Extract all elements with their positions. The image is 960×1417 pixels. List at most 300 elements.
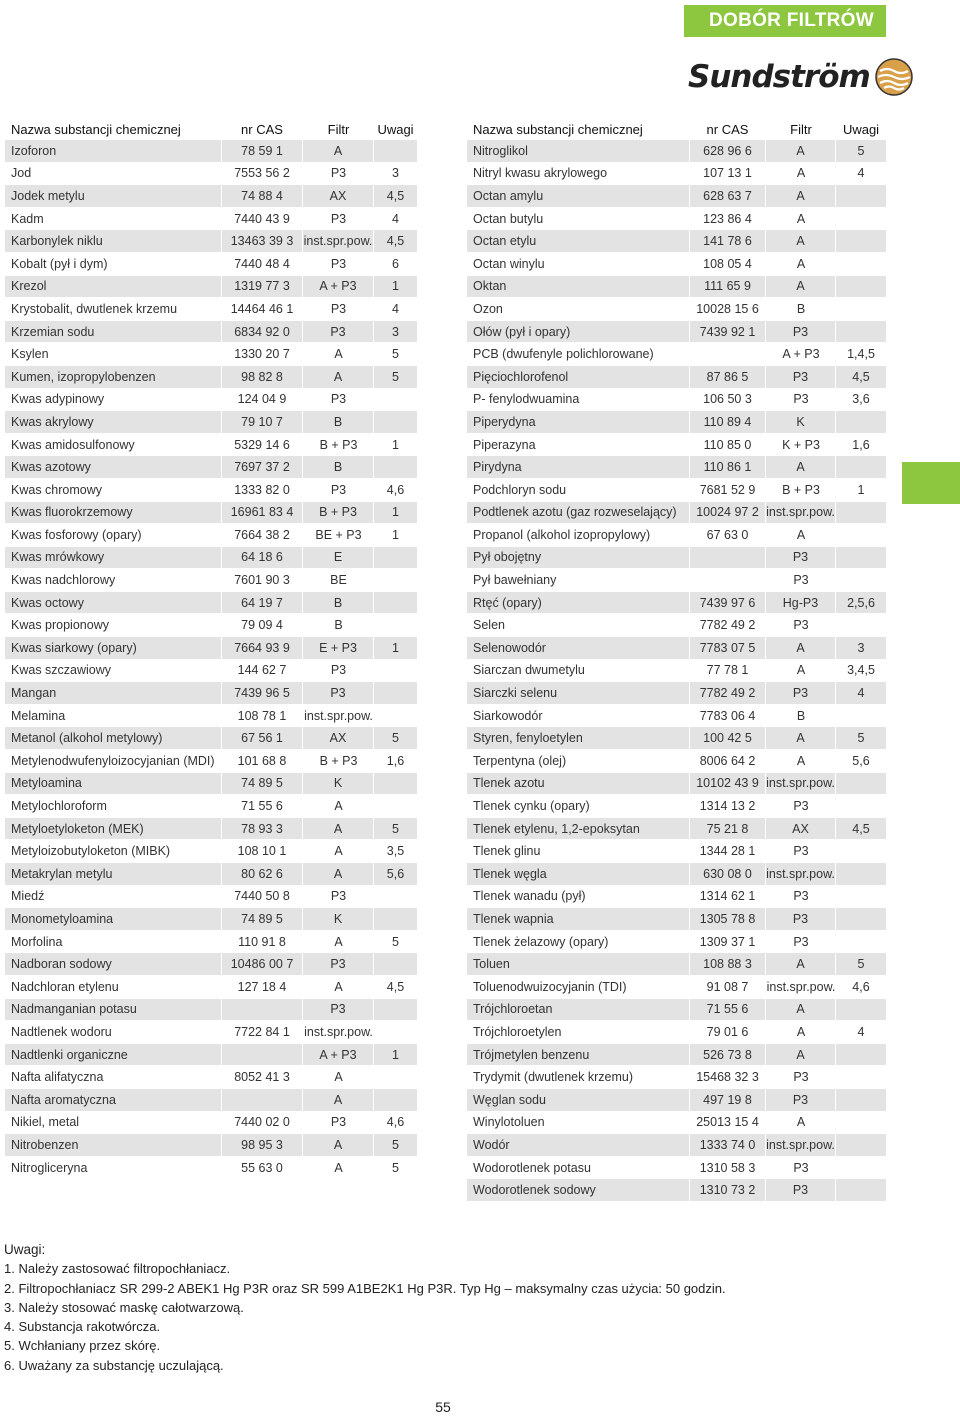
note-item: 4. Substancja rakotwórcza. <box>4 1319 161 1335</box>
substance-name: Oktan <box>467 276 689 299</box>
filter-type: P3 <box>303 208 374 231</box>
notes-ref <box>836 886 886 909</box>
notes-ref: 4,5 <box>374 185 417 208</box>
substance-name: Kwas chromowy <box>5 479 221 502</box>
notes-ref: 5 <box>374 1157 417 1180</box>
filter-type: inst.spr.pow. <box>303 705 374 728</box>
table-row <box>467 389 886 412</box>
notes-ref <box>836 931 886 954</box>
substance-name: Nikiel, metal <box>5 1112 221 1135</box>
substance-name: Metylochloroform <box>5 795 221 818</box>
filter-type: AX <box>766 818 836 841</box>
notes-ref <box>836 908 886 931</box>
filter-type: K <box>303 908 374 931</box>
cas-number: 5329 14 6 <box>221 434 303 457</box>
filter-type: P3 <box>303 953 374 976</box>
substance-name: Toluenodwuizocyjanin (TDI) <box>467 976 689 999</box>
cas-number: 1309 37 1 <box>689 931 766 954</box>
notes-ref: 4 <box>836 163 886 186</box>
filter-type: A <box>303 1157 374 1180</box>
table-row <box>467 1066 886 1089</box>
filter-type: P3 <box>766 366 836 389</box>
cas-number: 1333 82 0 <box>221 479 303 502</box>
table-row <box>467 750 886 773</box>
substance-name: Propanol (alkohol izopropylowy) <box>467 524 689 547</box>
filter-type: P3 <box>766 389 836 412</box>
cas-number: 64 19 7 <box>221 592 303 615</box>
filter-type: A <box>766 276 836 299</box>
cas-number: 67 56 1 <box>221 727 303 750</box>
substance-name: Kwas mrówkowy <box>5 547 221 570</box>
table-row <box>5 682 417 705</box>
table-row <box>467 886 886 909</box>
notes-ref <box>836 208 886 231</box>
column-header-cas: nr CAS <box>706 121 749 137</box>
cas-number: 110 89 4 <box>689 411 766 434</box>
filter-type: P3 <box>303 253 374 276</box>
notes-ref: 5,6 <box>836 750 886 773</box>
table-row <box>5 773 417 796</box>
table-row <box>467 863 886 886</box>
table-row <box>467 524 886 547</box>
cas-number: 1319 77 3 <box>221 276 303 299</box>
cas-number: 71 55 6 <box>221 795 303 818</box>
cas-number: 1330 20 7 <box>221 343 303 366</box>
substance-name: Pięciochlorofenol <box>467 366 689 389</box>
cas-number: 78 59 1 <box>221 140 303 163</box>
note-item: 5. Wchłaniany przez skórę. <box>4 1338 161 1354</box>
notes-ref <box>374 1021 417 1044</box>
substance-name: Styren, fenyloetylen <box>467 727 689 750</box>
cas-number <box>221 999 303 1022</box>
table-row <box>5 1066 417 1089</box>
cas-number: 106 50 3 <box>689 389 766 412</box>
column-header-cas: nr CAS <box>241 121 283 137</box>
notes-ref <box>836 524 886 547</box>
column-header-name: Nazwa substancji chemicznej <box>11 121 181 137</box>
notes-ref: 1 <box>374 1044 417 1067</box>
cas-number: 1314 62 1 <box>689 886 766 909</box>
table-row <box>467 456 886 479</box>
substance-name: Tlenek wanadu (pył) <box>467 886 689 909</box>
filter-type: P3 <box>766 908 836 931</box>
notes-ref <box>374 456 417 479</box>
filter-type: A <box>766 163 836 186</box>
substance-name: Kumen, izopropylobenzen <box>5 366 221 389</box>
substance-name: Miedź <box>5 886 221 909</box>
cas-number: 79 10 7 <box>221 411 303 434</box>
notes-ref: 1 <box>374 434 417 457</box>
notes-ref <box>836 705 886 728</box>
substance-name: Pirydyna <box>467 456 689 479</box>
table-row <box>467 682 886 705</box>
cas-number: 127 18 4 <box>221 976 303 999</box>
notes-ref: 3 <box>836 637 886 660</box>
filter-type: A <box>303 1066 374 1089</box>
substance-name: Nafta aromatyczna <box>5 1089 221 1112</box>
cas-number: 107 13 1 <box>689 163 766 186</box>
substance-name: Wodorotlenek sodowy <box>467 1179 689 1202</box>
filter-type: E <box>303 547 374 570</box>
filter-type: B <box>766 705 836 728</box>
substance-name: Trójmetylen benzenu <box>467 1044 689 1067</box>
filter-type: A <box>766 456 836 479</box>
substance-name: Siarczki selenu <box>467 682 689 705</box>
notes-ref: 4 <box>836 682 886 705</box>
substance-name: Kwas adypinowy <box>5 389 221 412</box>
cas-number: 7440 48 4 <box>221 253 303 276</box>
cas-number: 7697 37 2 <box>221 456 303 479</box>
substance-name: Winylotoluen <box>467 1112 689 1135</box>
table-row <box>5 840 417 863</box>
notes-ref <box>374 886 417 909</box>
substance-name: Trydymit (dwutlenek krzemu) <box>467 1066 689 1089</box>
filter-type: A <box>766 750 836 773</box>
filter-type: P3 <box>766 1179 836 1202</box>
filter-type: B <box>303 411 374 434</box>
notes-ref <box>836 863 886 886</box>
cas-number: 497 19 8 <box>689 1089 766 1112</box>
substance-name: Tlenek azotu <box>467 773 689 796</box>
filter-type: A <box>303 366 374 389</box>
filter-type: inst.spr.pow. <box>303 230 374 253</box>
cas-number: 7722 84 1 <box>221 1021 303 1044</box>
table-row <box>467 953 886 976</box>
cas-number: 16961 83 4 <box>221 502 303 525</box>
substance-name: Piperazyna <box>467 434 689 457</box>
table-row <box>5 276 417 299</box>
filter-type: P3 <box>303 163 374 186</box>
table-row <box>5 908 417 931</box>
substance-name: Ozon <box>467 298 689 321</box>
notes-ref: 1 <box>374 502 417 525</box>
notes-ref <box>374 1089 417 1112</box>
notes-section <box>4 1240 726 1375</box>
table-row <box>467 614 886 637</box>
cas-number: 10024 97 2 <box>689 502 766 525</box>
column-header-filter: Filtr <box>327 121 350 137</box>
substance-name: Nadtlenek wodoru <box>5 1021 221 1044</box>
filter-type: A <box>766 253 836 276</box>
substance-name: Kwas propionowy <box>5 614 221 637</box>
notes-ref <box>374 614 417 637</box>
notes-ref <box>836 1044 886 1067</box>
filter-type: P3 <box>303 298 374 321</box>
filter-type: A <box>303 795 374 818</box>
table-row <box>467 343 886 366</box>
cas-number: 1310 73 2 <box>689 1179 766 1202</box>
notes-ref: 4,6 <box>374 1112 417 1135</box>
substance-name: Kobalt (pył i dym) <box>5 253 221 276</box>
column-header-name: Nazwa substancji chemicznej <box>473 121 643 137</box>
cas-number: 1333 74 0 <box>689 1134 766 1157</box>
table-row <box>5 411 417 434</box>
table-row <box>467 727 886 750</box>
substance-name: Piperydyna <box>467 411 689 434</box>
notes-ref: 5 <box>836 953 886 976</box>
table-row <box>467 1157 886 1180</box>
substance-name: Podchloryn sodu <box>467 479 689 502</box>
cas-number: 110 91 8 <box>221 931 303 954</box>
cas-number: 87 86 5 <box>689 366 766 389</box>
cas-number: 123 86 4 <box>689 208 766 231</box>
filter-type: P3 <box>766 840 836 863</box>
filter-type: K + P3 <box>766 434 836 457</box>
table-row <box>467 705 886 728</box>
substance-name: Metakrylan metylu <box>5 863 221 886</box>
cas-number: 14464 46 1 <box>221 298 303 321</box>
substance-table-left <box>5 118 417 1179</box>
table-row <box>5 547 417 570</box>
cas-number: 7601 90 3 <box>221 569 303 592</box>
cas-number: 7783 07 5 <box>689 637 766 660</box>
cas-number: 144 62 7 <box>221 660 303 683</box>
substance-name: Pył obojętny <box>467 547 689 570</box>
table-row <box>5 614 417 637</box>
substance-name: Krzemian sodu <box>5 321 221 344</box>
substance-name: Nadboran sodowy <box>5 953 221 976</box>
cas-number: 7782 49 2 <box>689 682 766 705</box>
substance-name: Toluen <box>467 953 689 976</box>
substance-name: Tlenek glinu <box>467 840 689 863</box>
table-row <box>467 1089 886 1112</box>
cas-number: 67 63 0 <box>689 524 766 547</box>
table-row <box>5 479 417 502</box>
filter-type: A <box>303 1134 374 1157</box>
notes-ref <box>836 840 886 863</box>
page-number: 55 <box>435 1399 451 1415</box>
substance-name: Ksylen <box>5 343 221 366</box>
notes-ref: 5 <box>374 931 417 954</box>
substance-name: Melamina <box>5 705 221 728</box>
table-row <box>5 750 417 773</box>
table-row <box>467 185 886 208</box>
brand-name: Sundström <box>688 59 870 95</box>
substance-name: Wodór <box>467 1134 689 1157</box>
notes-ref: 5 <box>374 366 417 389</box>
table-row <box>5 502 417 525</box>
cas-number: 630 08 0 <box>689 863 766 886</box>
filter-type: A <box>766 185 836 208</box>
cas-number: 1310 58 3 <box>689 1157 766 1180</box>
cas-number: 55 63 0 <box>221 1157 303 1180</box>
table-row <box>467 1112 886 1135</box>
cas-number: 13463 39 3 <box>221 230 303 253</box>
table-row <box>467 1044 886 1067</box>
filter-type: P3 <box>766 795 836 818</box>
substance-name: Tlenek wapnia <box>467 908 689 931</box>
cas-number: 7664 93 9 <box>221 637 303 660</box>
cas-number: 108 10 1 <box>221 840 303 863</box>
cas-number: 10028 15 6 <box>689 298 766 321</box>
notes-ref <box>836 411 886 434</box>
notes-ref: 5 <box>374 1134 417 1157</box>
filter-type: P3 <box>766 931 836 954</box>
notes-ref <box>836 230 886 253</box>
cas-number: 98 82 8 <box>221 366 303 389</box>
substance-name: Metyloetyloketon (MEK) <box>5 818 221 841</box>
notes-ref: 2,5,6 <box>836 592 886 615</box>
substance-name: Kwas octowy <box>5 592 221 615</box>
notes-ref <box>836 298 886 321</box>
cas-number: 1314 13 2 <box>689 795 766 818</box>
table-row <box>5 1134 417 1157</box>
cas-number: 111 65 9 <box>689 276 766 299</box>
cas-number: 8006 64 2 <box>689 750 766 773</box>
filter-type: A <box>303 931 374 954</box>
filter-type: P3 <box>303 886 374 909</box>
filter-type: inst.spr.pow. <box>766 502 836 525</box>
filter-type: A <box>766 727 836 750</box>
substance-name: Jodek metylu <box>5 185 221 208</box>
filter-type: P3 <box>303 999 374 1022</box>
filter-type: inst.spr.pow. <box>766 976 836 999</box>
substance-name: Tlenek cynku (opary) <box>467 795 689 818</box>
filter-type: K <box>303 773 374 796</box>
filter-type: A <box>303 976 374 999</box>
notes-ref <box>836 795 886 818</box>
notes-ref: 1 <box>836 479 886 502</box>
notes-ref: 5 <box>374 727 417 750</box>
substance-name: Nitrogliceryna <box>5 1157 221 1180</box>
substance-name: Jod <box>5 163 221 186</box>
table-row <box>5 863 417 886</box>
notes-ref: 4,5 <box>374 230 417 253</box>
table-header-row <box>5 118 417 140</box>
filter-type: B + P3 <box>303 434 374 457</box>
table-row <box>5 705 417 728</box>
notes-ref: 4 <box>374 208 417 231</box>
table-row <box>467 795 886 818</box>
table-row <box>5 253 417 276</box>
substance-name: Morfolina <box>5 931 221 954</box>
substance-name: Nadchloran etylenu <box>5 976 221 999</box>
note-item: 1. Należy zastosować filtropochłaniacz. <box>4 1261 231 1277</box>
substance-name: Kwas nadchlorowy <box>5 569 221 592</box>
notes-ref <box>374 569 417 592</box>
substance-name: Kwas fluorokrzemowy <box>5 502 221 525</box>
cas-number: 10102 43 9 <box>689 773 766 796</box>
table-row <box>467 660 886 683</box>
notes-ref <box>374 1066 417 1089</box>
substance-name: Ołów (pył i opary) <box>467 321 689 344</box>
substance-name: Nitroglikol <box>467 140 689 163</box>
table-row <box>5 1157 417 1180</box>
table-row <box>467 773 886 796</box>
substance-name: Metyloamina <box>5 773 221 796</box>
table-row <box>5 1089 417 1112</box>
table-row <box>5 727 417 750</box>
table-row <box>5 976 417 999</box>
filter-type: inst.spr.pow. <box>766 863 836 886</box>
cas-number <box>689 547 766 570</box>
notes-ref: 3,4,5 <box>836 660 886 683</box>
notes-ref: 5 <box>836 727 886 750</box>
substance-name: Kwas szczawiowy <box>5 660 221 683</box>
table-row <box>5 456 417 479</box>
filter-type: P3 <box>303 389 374 412</box>
notes-ref <box>836 321 886 344</box>
table-row <box>467 637 886 660</box>
table-row <box>467 411 886 434</box>
substance-name: Mangan <box>5 682 221 705</box>
substance-name: Kwas amidosulfonowy <box>5 434 221 457</box>
substance-name: Tlenek etylenu, 1,2-epoksytan <box>467 818 689 841</box>
table-row <box>5 637 417 660</box>
filter-type: B + P3 <box>303 750 374 773</box>
notes-ref: 1,6 <box>836 434 886 457</box>
table-row <box>467 253 886 276</box>
cas-number: 108 78 1 <box>221 705 303 728</box>
substance-name: Nadtlenki organiczne <box>5 1044 221 1067</box>
cas-number: 77 78 1 <box>689 660 766 683</box>
notes-ref <box>836 614 886 637</box>
filter-type: A <box>766 524 836 547</box>
cas-number: 7440 43 9 <box>221 208 303 231</box>
cas-number: 628 96 6 <box>689 140 766 163</box>
filter-type: P3 <box>766 1089 836 1112</box>
table-row <box>5 569 417 592</box>
substance-name: Krezol <box>5 276 221 299</box>
notes-ref <box>836 547 886 570</box>
filter-type: A <box>303 343 374 366</box>
substance-name: Terpentyna (olej) <box>467 750 689 773</box>
cas-number: 108 88 3 <box>689 953 766 976</box>
table-row <box>5 1112 417 1135</box>
filter-type: P3 <box>766 614 836 637</box>
filter-type: P3 <box>766 682 836 705</box>
side-section-tab <box>902 462 960 504</box>
filter-type: P3 <box>766 1157 836 1180</box>
notes-ref: 1 <box>374 637 417 660</box>
substance-name: Metylenodwufenyloizocyjanian (MDI) <box>5 750 221 773</box>
table-row <box>5 999 417 1022</box>
substance-name: Karbonylek niklu <box>5 230 221 253</box>
notes-ref: 5 <box>374 343 417 366</box>
notes-ref <box>374 705 417 728</box>
filter-type: P3 <box>303 479 374 502</box>
filter-type: inst.spr.pow. <box>766 1134 836 1157</box>
notes-ref: 4,5 <box>374 976 417 999</box>
substance-name: Tlenek węgla <box>467 863 689 886</box>
cas-number: 1344 28 1 <box>689 840 766 863</box>
filter-type: B <box>766 298 836 321</box>
cas-number: 110 85 0 <box>689 434 766 457</box>
notes-ref <box>836 569 886 592</box>
notes-ref <box>374 411 417 434</box>
cas-number: 78 93 3 <box>221 818 303 841</box>
notes-ref: 4,6 <box>374 479 417 502</box>
cas-number: 75 21 8 <box>689 818 766 841</box>
notes-ref: 4 <box>836 1021 886 1044</box>
cas-number: 7439 96 5 <box>221 682 303 705</box>
cas-number: 79 01 6 <box>689 1021 766 1044</box>
filter-type: P3 <box>766 547 836 570</box>
table-row <box>467 569 886 592</box>
table-row <box>5 321 417 344</box>
table-row <box>5 434 417 457</box>
substance-name: Kwas azotowy <box>5 456 221 479</box>
table-row <box>467 931 886 954</box>
notes-ref <box>836 773 886 796</box>
table-row <box>467 321 886 344</box>
table-row <box>5 366 417 389</box>
cas-number: 7782 49 2 <box>689 614 766 637</box>
table-row <box>5 185 417 208</box>
notes-ref <box>836 1157 886 1180</box>
cas-number: 7440 02 0 <box>221 1112 303 1135</box>
table-row <box>467 592 886 615</box>
